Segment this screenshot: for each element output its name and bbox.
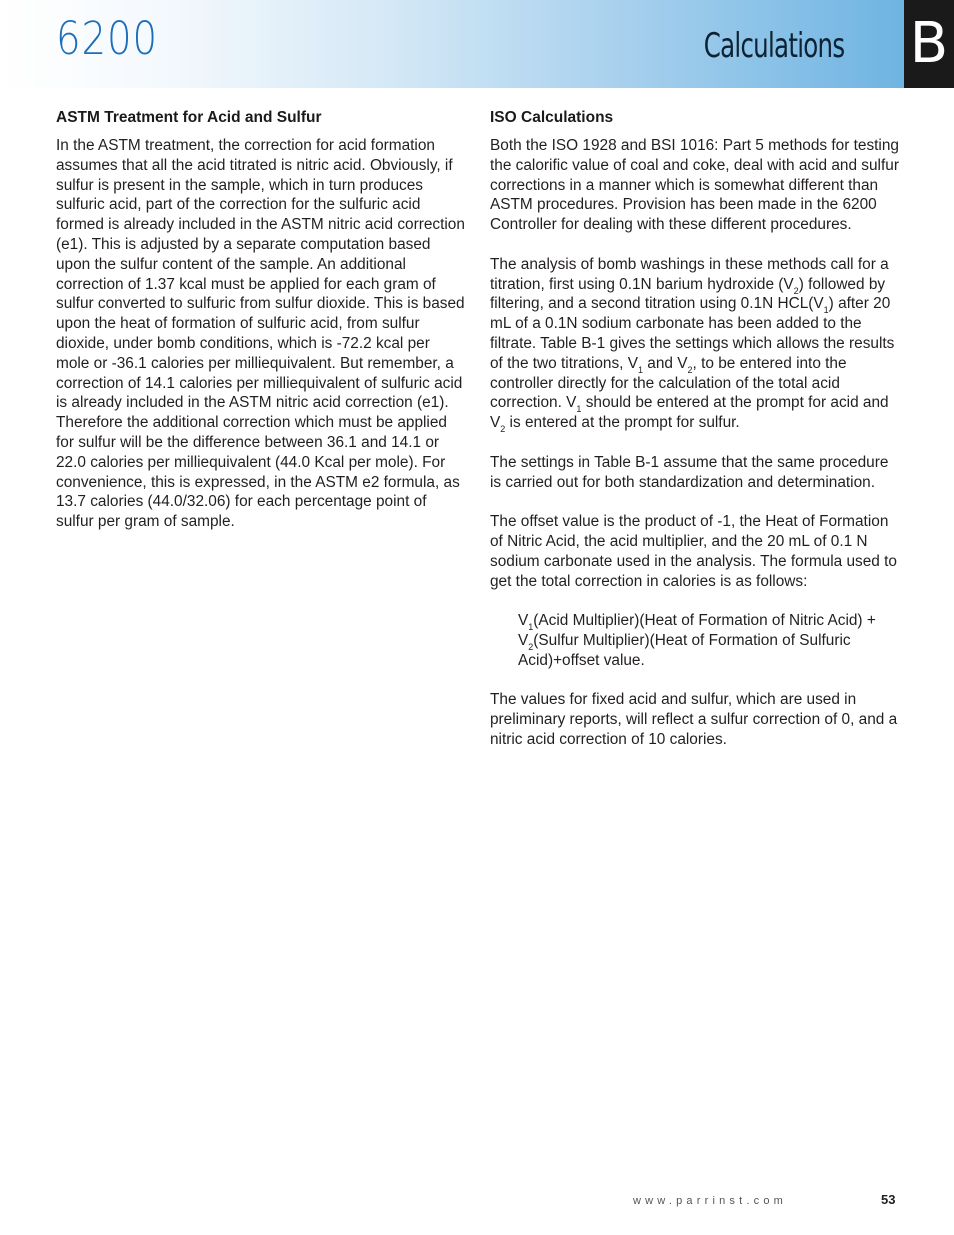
iso-paragraph-4: The offset value is the product of -1, the Heat of Formation of Nitric Acid, the acid multiplier, and the 20 mL of 0.1 N sodium carbonate used in the analysis. The formula used to get the total correction in calories is as follows: — [490, 513, 897, 590]
right-column — [490, 108, 900, 750]
page-header-banner — [0, 0, 904, 88]
correction-formula: $V_1(Acid$ Multiplier)(Heat of Formation of Nitric Acid) + $V_2(Sulfur$ Multiplier)(Heat of Formation of Sulfuric Acid)+offset value. — [518, 612, 876, 669]
astm-paragraph: In the ASTM treatment, the correction for acid formation assumes that all the acid titrated is nitric acid. Obviously, if sulfur is present in the sample, which in turn produces sulfuric acid, part of the correction for the sulfuric acid formed is already included in the ASTM nitric acid correction (e1). This is adjusted by a separate computation based upon the sulfur content of the sample. An additional correction of 1.37 kcal must be applied for each gram of sulfur converted to sulfuric from sulfur dioxide. This is based upon the heat of formation of sulfuric acid, from sulfur dioxide, under bomb conditions, which is -72.2 kcal per mole or -36.1 calories per milliequivalent. But remember, a correction of 14.1 calories per milliequivalent of sulfuric acid is already included in the ASTM nitric acid correction (e1). Therefore the additional correction which must be applied for sulfur will be the difference between 36.1 and 14.1 or 22.0 calories per milliequivalent (44.0 Kcal per mole). For convenience, this is expressed, in the ASTM e2 formula, as 13.7 calories (44.0/32.06) for each percentage point of sulfur per gram of sample. — [56, 137, 465, 531]
iso-paragraph-5: The values for fixed acid and sulfur, which are used in preliminary reports, will reflect a sulfur correction of 0, and a nitric acid correction of 10 calories. — [490, 691, 898, 748]
iso-paragraph-3: The settings in Table B-1 assume that the same procedure is carried out for both standardization and determination. — [490, 453, 889, 491]
model-number: 6200 — [56, 12, 158, 65]
iso-heading: ISO Calculations — [490, 109, 614, 126]
appendix-tab — [904, 0, 954, 88]
astm-heading: ASTM Treatment for Acid and Sulfur — [56, 109, 322, 126]
iso-paragraph-1: Both the ISO 1928 and BSI 1016: Part 5 methods for testing the calorific value of coal and coke, deal with acid and sulfur corrections in a manner which is somewhat different than ASTM procedures. Provision has been made in the 6200 Controller for dealing with these different procedures. — [490, 137, 899, 234]
iso-paragraph-2: The analysis of bomb washings in these methods call for a titration, first using 0.1N barium hydroxide $(V_2)$ followed by filtering, and a second titration using 0.1N $HCL(V_1)$ after 20 mL of a 0.1N sodium carbonate has been added to the filtrate. Table B-1 gives the settings which allows the results of the two titrations, $V_1$ and $V_2$, to be entered into the controller directly for the calculation of the total acid correction. $V_1$ should be entered at the prompt for acid and $V_2$ is entered at the prompt for sulfur. — [490, 255, 895, 435]
appendix-letter: B — [909, 11, 949, 76]
page-number: 53 — [881, 1192, 896, 1207]
footer-url: www.parrinst.com — [633, 1195, 787, 1207]
section-title: Calculations — [703, 26, 844, 66]
left-column — [56, 108, 466, 532]
